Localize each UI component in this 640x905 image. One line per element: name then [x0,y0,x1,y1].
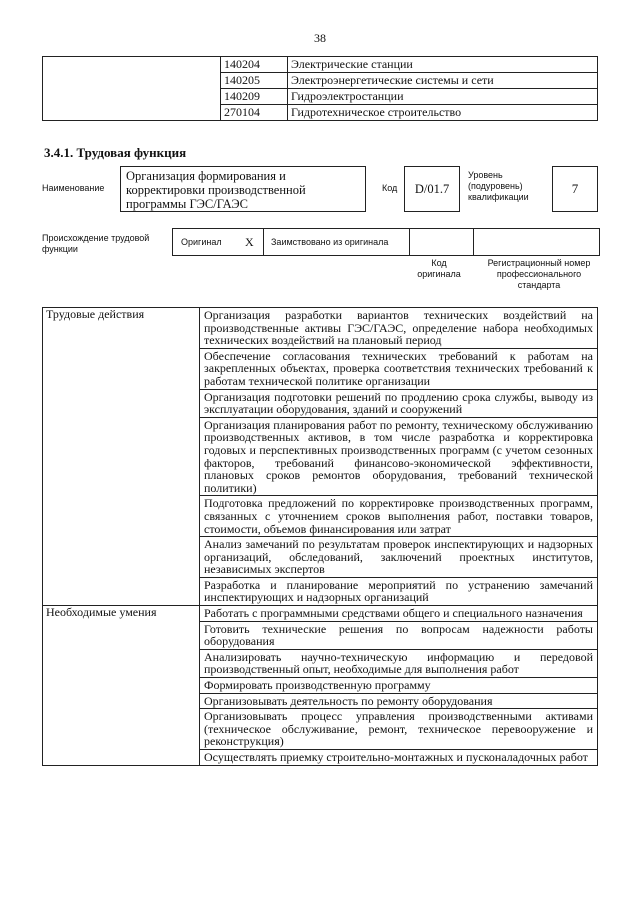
origin-row [172,228,600,256]
origin-divider [473,229,474,255]
specialty-name: Гидротехническое строительство [288,105,598,121]
origin-divider [263,229,264,255]
content-item: Организация подготовки решений по продлению срока службы, выводу из эксплуатации оборудования, зданий и сооружений [200,389,598,417]
code-value-box [404,166,460,212]
specialty-name: Гидроэлектростанции [288,89,598,105]
specialty-code-row [43,89,598,105]
function-name-box [120,166,366,212]
page-number: 38 [314,31,326,45]
level-value-box [552,166,598,212]
content-item: Организовывать деятельность по ремонту оборудования [200,693,598,709]
origin-label: Происхождение трудовой функции [42,233,150,254]
content-item: Формировать производственную программу [200,678,598,694]
code-value: D/01.7 [414,182,450,196]
content-item: Разработка и планирование мероприятий по устранению замечаний инспектирующих и надзорных организаций [200,577,598,605]
code-caption: Код оригинала [417,258,461,279]
content-row [43,308,598,349]
specialty-code-row [43,57,598,73]
blank-cell [43,89,221,105]
category-label: Трудовые действия [43,308,200,606]
section-title: 3.4.1. Трудовая функция [44,145,187,160]
specialty-codes-table [42,56,598,121]
level-label: Уровень (подуровень) квалификации [468,170,529,202]
content-item: Организовывать процесс управления производственными активами (техническое обслуживание, ремонт, техническое перевооружение и реконструкция) [200,709,598,750]
specialty-code: 270104 [221,105,288,121]
origin-divider [409,229,410,255]
specialty-code: 140205 [221,73,288,89]
content-row [43,606,598,622]
blank-cell [43,105,221,121]
blank-cell [43,57,221,73]
specialty-code: 140209 [221,89,288,105]
specialty-name: Электроэнергетические системы и сети [288,73,598,89]
reg-caption: Регистрационный номер профессионального стандарта [487,258,591,290]
function-name-value: Организация формирования и корректировки производственной программы ГЭС/ГАЭС [126,169,306,211]
borrowed-label: Заимствовано из оригинала [271,237,389,247]
content-item: Анализ замечаний по результатам проверок инспектирующих и надзорных организаций, обследований, заключений проектных институтов, независимых экспертов [200,537,598,578]
blank-cell [43,73,221,89]
original-label: Оригинал [181,237,222,247]
level-value: 7 [571,181,579,196]
original-mark: X [245,235,254,249]
content-item: Организация разработки вариантов технических воздействий на производственные активы ГЭС/ГАЭС, определение набора необходимых технических воздействий на плановый период [200,308,598,349]
content-item: Организация планирования работ по ремонту, техническому обслуживанию производственных активов, в том числе разработка и корректировка годовых и перспективных производственных программ (с учетом сезонных факторов, требований финансово-экономической эффективности, плановых сроков ремонтов оборудования, требований технической политики) [200,417,598,496]
content-item: Готовить технические решения по вопросам надежности работы оборудования [200,621,598,649]
name-label: Наименование [42,183,105,193]
code-label: Код [382,183,398,193]
specialty-code-row [43,105,598,121]
specialty-name: Электрические станции [288,57,598,73]
function-content-table [42,307,598,766]
content-item: Обеспечение согласования технических требований к работам на закрепленных объектах, проверка соответствия технических требований к работам технической политике организации [200,348,598,389]
specialty-code-row [43,73,598,89]
content-item: Анализировать научно-техническую информацию и передовой производственный опыт, необходимые для выполнения работ [200,649,598,677]
content-item: Работать с программными средствами общего и специального назначения [200,606,598,622]
content-item: Осуществлять приемку строительно-монтажных и пусконаладочных работ [200,750,598,766]
category-label: Необходимые умения [43,606,200,766]
content-item: Подготовка предложений по корректировке производственных программ, связанных с уточнением сроков выполнения работ, поставки товаров, стоимости, объемов финансирования или затрат [200,496,598,537]
specialty-code: 140204 [221,57,288,73]
